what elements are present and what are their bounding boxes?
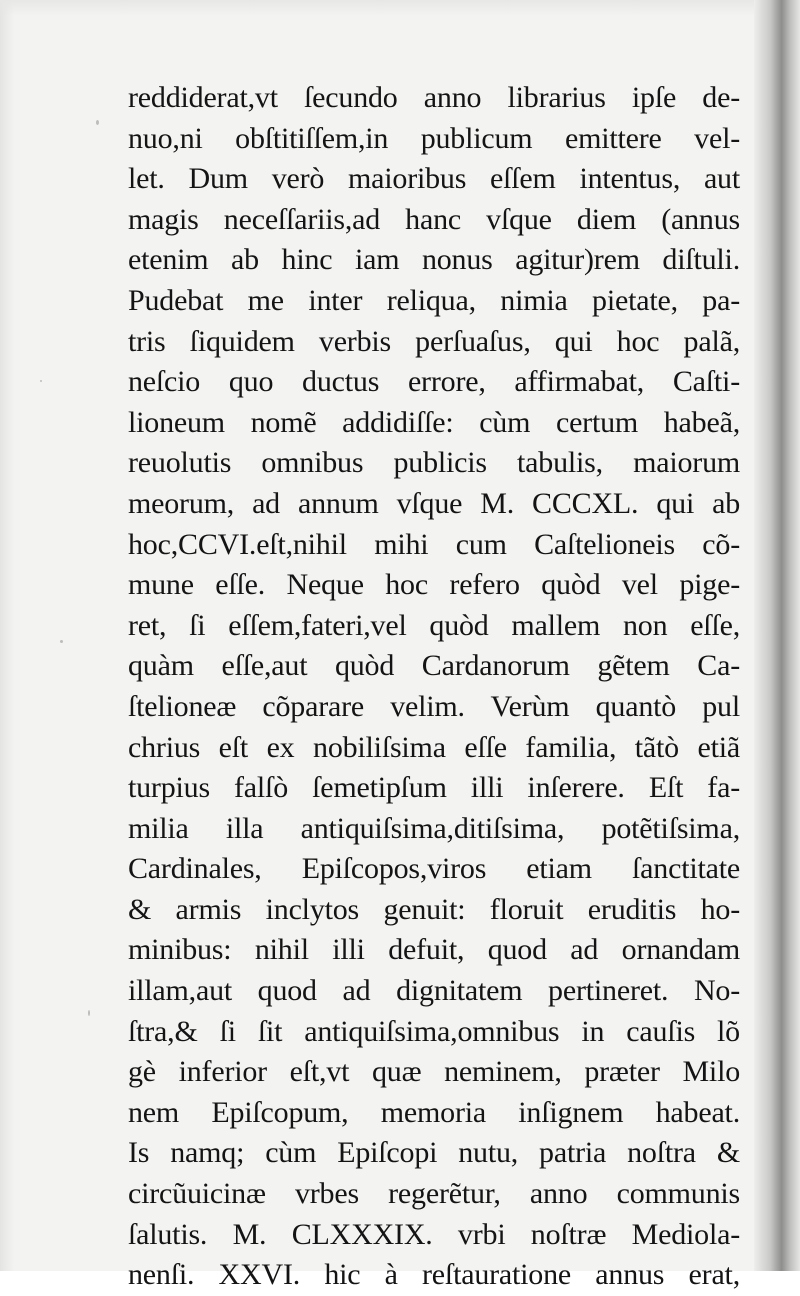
text-line: gè inferior eſt,vt quæ neminem, præter Milo: [128, 1055, 740, 1089]
text-line: circũuicinæ vrbes regerẽtur, anno communis: [128, 1177, 740, 1211]
text-line: quàm eſſe,aut quòd Cardanorum gẽtem Ca-: [128, 649, 740, 683]
text-line: ſalutis. M. CLXXXIX. vrbi noſtræ Mediola-: [128, 1217, 740, 1251]
text-line: nem Epiſcopum, memoria inſignem habeat.: [128, 1095, 740, 1129]
page-text: [128, 78, 740, 1296]
page-top-shadow: [0, 0, 800, 16]
text-line: etenim ab hinc iam nonus agitur)rem diſtuli.: [128, 243, 740, 277]
text-line: & armis inclytos genuit: floruit eruditis ho-: [128, 892, 740, 926]
text-line: magis neceſſariis,ad hanc vſque diem (annus: [128, 202, 740, 236]
paper-speck: [88, 1010, 90, 1016]
paper-speck: [60, 640, 63, 643]
text-line: reddiderat,vt ſecundo anno librarius ipſe de-: [128, 81, 740, 114]
paper-speck: [40, 380, 42, 382]
text-line: milia illa antiquiſsima,ditiſsima, potẽtiſsima,: [128, 811, 740, 845]
text-line: illam,aut quod ad dignitatem pertineret. No-: [128, 974, 740, 1008]
text-line: let. Dum verò maioribus eſſem intentus, aut: [128, 162, 740, 196]
text-line: Cardinales, Epiſcopos,viros etiam ſanctitate: [128, 852, 740, 886]
text-line: meorum, ad annum vſque M. CCCXL. qui ab: [128, 486, 740, 520]
text-line: Is namq; cùm Epiſcopi nutu, patria noſtra &: [128, 1136, 740, 1170]
text-line: Pudebat me inter reliqua, nimia pietate, pa-: [128, 283, 740, 317]
text-line: mune eſſe. Neque hoc refero quòd vel pige-: [128, 568, 740, 602]
text-line: ret, ſi eſſem,fateri,vel quòd mallem non eſſe,: [128, 608, 740, 642]
book-gutter: [754, 0, 800, 1271]
text-line: lioneum nomẽ addidiſſe: cùm certum habeã,: [128, 405, 740, 439]
paper-speck: [96, 120, 99, 125]
text-line: turpius falſò ſemetipſum illi inſerere. Eſt fa-: [128, 771, 740, 805]
text-line: nuo,ni obſtitiſſem,in publicum emittere vel-: [128, 121, 740, 155]
text-line: nenſi. XXVI. hic à reſtauratione annus erat,: [128, 1258, 740, 1292]
page-left-edge: [0, 0, 14, 1271]
text-line: ſtelioneæ cõparare velim. Verùm quantò pul: [128, 689, 740, 723]
text-line: tris ſiquidem verbis perſuaſus, qui hoc palã,: [128, 324, 740, 358]
text-line: reuolutis omnibus publicis tabulis, maiorum: [128, 446, 740, 480]
text-line: neſcio quo ductus errore, affirmabat, Caſti-: [128, 365, 740, 399]
text-line: chrius eſt ex nobiliſsima eſſe familia, tãtò etiã: [128, 730, 740, 764]
text-line: ſtra,& ſi ſit antiquiſsima,omnibus in cauſis lõ: [128, 1014, 740, 1048]
text-line: hoc,CCVI.eſt,nihil mihi cum Caſtelioneis cõ-: [128, 527, 740, 561]
text-line: minibus: nihil illi defuit, quod ad ornandam: [128, 933, 740, 967]
